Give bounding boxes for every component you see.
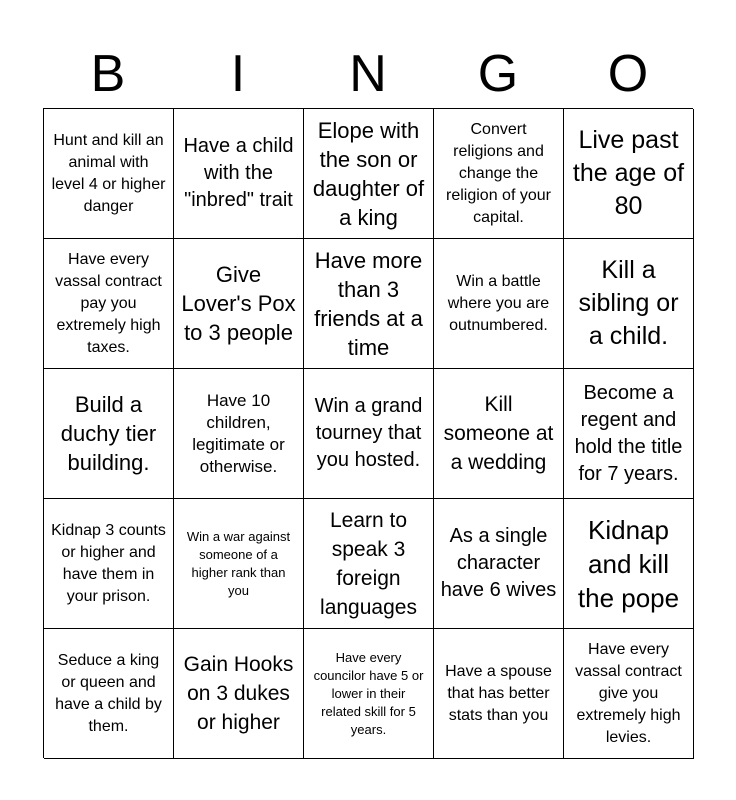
bingo-cell[interactable] bbox=[44, 629, 174, 759]
cell-text: Have every councilor have 5 or lower in their related skill for 5 years. bbox=[313, 649, 424, 737]
bingo-cell[interactable] bbox=[174, 629, 304, 759]
bingo-cell[interactable] bbox=[434, 629, 564, 759]
cell-text: Seduce a king or queen and have a child by them. bbox=[55, 651, 162, 735]
cell-text: Hunt and kill an animal with level 4 or higher danger bbox=[51, 131, 166, 215]
bingo-cell[interactable] bbox=[564, 499, 694, 629]
header-letter-o: O bbox=[607, 45, 649, 103]
bingo-cell[interactable] bbox=[174, 109, 304, 239]
bingo-cell[interactable] bbox=[44, 239, 174, 369]
bingo-cell[interactable] bbox=[434, 109, 564, 239]
bingo-cell[interactable] bbox=[174, 239, 304, 369]
bingo-cell[interactable] bbox=[434, 499, 564, 629]
cell-text: Kill a sibling or a child. bbox=[578, 256, 679, 350]
cell-text: Build a duchy tier building. bbox=[60, 392, 157, 475]
cell-text: Have every vassal contract give you extremely high levies. bbox=[575, 640, 682, 746]
bingo-cell[interactable] bbox=[434, 239, 564, 369]
bingo-header bbox=[43, 40, 693, 108]
cell-text: Elope with the son or daughter of a king bbox=[312, 117, 425, 230]
bingo-cell[interactable] bbox=[564, 239, 694, 369]
bingo-cell[interactable] bbox=[304, 109, 434, 239]
cell-text: Give Lover's Pox to 3 people bbox=[181, 262, 296, 345]
bingo-cell[interactable] bbox=[564, 369, 694, 499]
cell-text: Become a regent and hold the title for 7 years. bbox=[574, 381, 683, 485]
cell-text: Convert religions and change the religion of your capital. bbox=[446, 120, 551, 226]
cell-text: Win a war against someone of a higher rank than you bbox=[186, 528, 291, 598]
cell-text: Gain Hooks on 3 dukes or higher bbox=[183, 653, 294, 734]
bingo-cell[interactable] bbox=[564, 109, 694, 239]
bingo-cell[interactable] bbox=[304, 369, 434, 499]
bingo-cell[interactable] bbox=[174, 369, 304, 499]
cell-text: Learn to speak 3 foreign languages bbox=[320, 508, 417, 619]
cell-text: Kidnap 3 counts or higher and have them in your prison. bbox=[51, 521, 166, 605]
cell-text: Have a child with the "inbred" trait bbox=[183, 135, 294, 211]
bingo-cell[interactable] bbox=[44, 499, 174, 629]
bingo-cell[interactable] bbox=[304, 629, 434, 759]
bingo-cell[interactable] bbox=[304, 239, 434, 369]
cell-text: As a single character have 6 wives bbox=[440, 525, 557, 601]
header-letter-b: B bbox=[90, 45, 126, 103]
header-letter-n: N bbox=[349, 45, 387, 103]
cell-text: Win a battle where you are outnumbered. bbox=[447, 272, 550, 334]
bingo-grid bbox=[43, 108, 693, 758]
bingo-cell[interactable] bbox=[304, 499, 434, 629]
cell-text: Live past the age of 80 bbox=[572, 126, 685, 220]
cell-text: Kidnap and kill the pope bbox=[577, 514, 680, 613]
header-letter-i: I bbox=[230, 45, 246, 103]
cell-text: Have 10 children, legitimate or otherwise. bbox=[192, 390, 285, 476]
bingo-cell[interactable] bbox=[434, 369, 564, 499]
cell-text: Have a spouse that has better stats than you bbox=[445, 662, 552, 724]
bingo-cell[interactable] bbox=[174, 499, 304, 629]
bingo-cell[interactable] bbox=[44, 369, 174, 499]
cell-text: Win a grand tourney that you hosted. bbox=[314, 395, 423, 471]
header-letter-g: G bbox=[477, 45, 519, 103]
cell-text: Have every vassal contract pay you extremely high taxes. bbox=[55, 250, 162, 356]
cell-text: Kill someone at a wedding bbox=[443, 393, 554, 474]
cell-text: Have more than 3 friends at a time bbox=[314, 247, 423, 360]
bingo-cell[interactable] bbox=[564, 629, 694, 759]
bingo-cell[interactable] bbox=[44, 109, 174, 239]
